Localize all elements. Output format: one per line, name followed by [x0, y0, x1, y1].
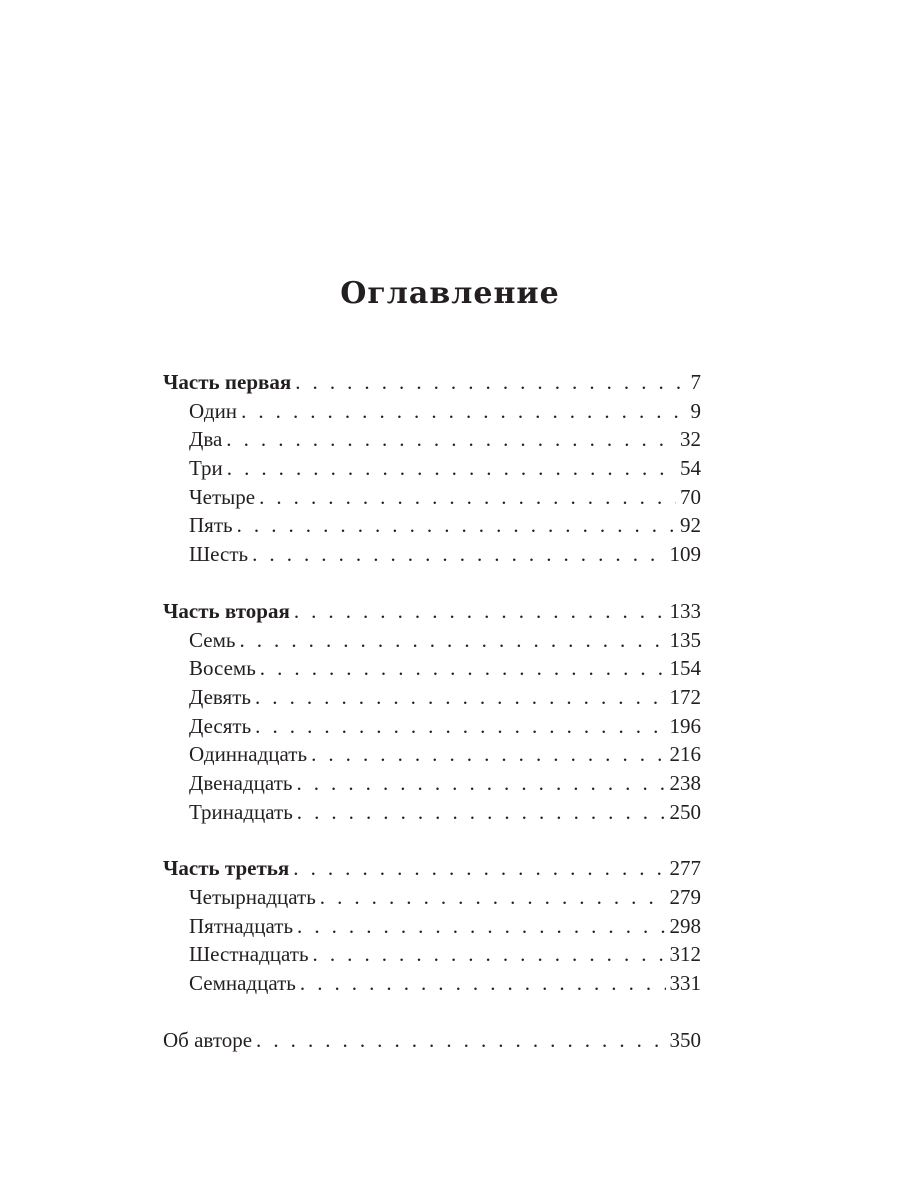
page-number: 350: [669, 1027, 701, 1052]
dot-leader: [227, 454, 676, 483]
dot-leader: [297, 798, 666, 827]
toc-chapter-label: Два: [189, 427, 223, 452]
dot-leader: [260, 654, 666, 683]
dot-leader: [252, 540, 665, 569]
toc-chapter-label: Одиннадцать: [189, 742, 308, 767]
page-number: 172: [669, 684, 701, 709]
toc-chapter-label: Шесть: [189, 542, 249, 567]
dot-leader: [293, 854, 665, 883]
dot-leader: [297, 912, 665, 941]
toc-about-author-row[interactable]: [163, 1026, 701, 1055]
toc-chapter-row[interactable]: [163, 798, 701, 827]
toc-chapter-row[interactable]: [163, 769, 701, 798]
page-number: 277: [669, 856, 701, 881]
toc-chapter-row[interactable]: [163, 454, 701, 483]
toc-chapter-label: Четырнадцать: [189, 885, 316, 909]
toc-chapter-row[interactable]: [163, 740, 701, 769]
toc-chapter-row[interactable]: [163, 712, 701, 741]
dot-leader: [237, 511, 676, 540]
dot-leader: [239, 626, 665, 655]
page-number: 54: [680, 456, 701, 481]
toc-chapter-label: Восемь: [189, 656, 256, 681]
toc-chapter-row[interactable]: [163, 940, 701, 969]
toc-chapter-label: Девять: [189, 684, 251, 709]
toc-chapter-label: Семнадцать: [189, 971, 296, 996]
dot-leader: [295, 368, 686, 397]
toc-chapter-row[interactable]: [163, 626, 701, 655]
toc-chapter-label: Двенадцать: [189, 770, 293, 795]
dot-leader: [256, 1026, 665, 1055]
toc-chapter-row[interactable]: [163, 654, 701, 683]
toc-chapter-label: Десять: [189, 713, 252, 738]
toc-chapter-label: Три: [189, 456, 223, 481]
toc-chapter-row[interactable]: [163, 912, 701, 941]
toc-chapter-label: Четыре: [189, 484, 256, 509]
toc-part-label: Часть вторая: [163, 598, 290, 623]
dot-leader: [226, 425, 676, 454]
page-number: 9: [690, 398, 701, 423]
dot-leader: [296, 769, 665, 798]
toc-chapter-label: Пятнадцать: [189, 913, 294, 938]
dot-leader: [320, 883, 666, 912]
toc-about-label: Об авторе: [163, 1027, 253, 1052]
page-number: 135: [669, 627, 701, 652]
page-number: 133: [669, 598, 701, 623]
dot-leader: [300, 969, 666, 998]
toc-chapter-row[interactable]: [163, 969, 701, 998]
page-number: 7: [690, 370, 701, 394]
page-number: 216: [669, 742, 701, 767]
toc-chapter-row[interactable]: [163, 511, 701, 540]
toc-part-label: Часть первая: [163, 370, 292, 394]
dot-leader: [255, 712, 665, 741]
toc-part-label: Часть третья: [163, 856, 290, 881]
toc-chapter-label: Шестнадцать: [189, 942, 309, 967]
toc-chapter-row[interactable]: [163, 425, 701, 454]
page-number: 298: [669, 913, 701, 938]
toc-part-heading[interactable]: [163, 854, 701, 883]
page-number: 238: [669, 770, 701, 795]
table-of-contents: [163, 368, 701, 1054]
dot-leader: [241, 397, 686, 426]
dot-leader: [311, 740, 665, 769]
toc-chapter-row[interactable]: [163, 683, 701, 712]
page-number: 92: [680, 513, 701, 538]
toc-part-2: [163, 597, 701, 827]
toc-chapter-label: Семь: [189, 627, 236, 652]
toc-chapter-row[interactable]: [163, 483, 701, 512]
toc-chapter-row[interactable]: [163, 397, 701, 426]
dot-leader: [294, 597, 666, 626]
page-number: 331: [669, 971, 701, 996]
toc-part-3: [163, 854, 701, 997]
page-number: 32: [680, 427, 701, 452]
page-title: Оглавление: [340, 276, 560, 311]
toc-chapter-label: Пять: [189, 513, 233, 538]
toc-part-heading[interactable]: [163, 597, 701, 626]
dot-leader: [255, 683, 666, 712]
toc-part-heading[interactable]: [163, 368, 701, 397]
toc-chapter-label: Тринадцать: [189, 799, 293, 824]
page-number: 196: [669, 713, 701, 738]
page-number: 109: [669, 542, 701, 567]
toc-chapter-row[interactable]: [163, 540, 701, 569]
dot-leader: [259, 483, 676, 512]
page-number: 70: [680, 484, 701, 509]
page-number: 154: [669, 656, 701, 681]
toc-chapter-row[interactable]: [163, 883, 701, 912]
page-number: 250: [669, 799, 701, 824]
page-number: 279: [669, 885, 701, 909]
toc-part-1: [163, 368, 701, 569]
page-number: 312: [669, 942, 701, 967]
dot-leader: [313, 940, 666, 969]
toc-chapter-label: Один: [189, 398, 238, 423]
